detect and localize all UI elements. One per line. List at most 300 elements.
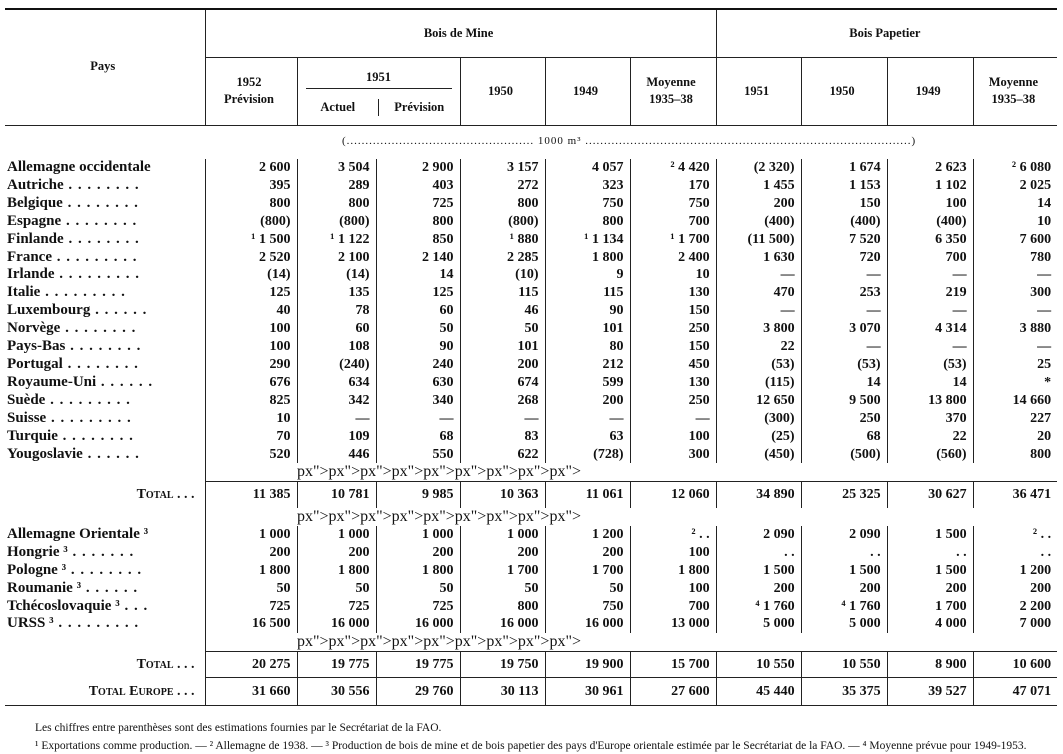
value-cell: 70 [205,428,297,446]
header-1949: 1949 [545,57,630,125]
value-cell: 10 363 [460,482,545,508]
footnote-estimates: Les chiffres entre parenthèses sont des estimations fournies par le Secrétariat de la FAO. [35,722,442,735]
country-label: Luxembourg [7,302,91,319]
country-name [5,302,205,320]
country-name [5,544,205,562]
country-label: URSS ³ [7,615,54,632]
value-cell: 100 [630,544,716,562]
leader-dots: . . . . . . [81,579,139,596]
value-cell: 135 [297,284,376,302]
value-cell: — [376,410,460,428]
table-row [5,320,1057,338]
unit-row: (.................................................. 1000 m³ .......................................................................................) [341,135,917,148]
value-cell: 14 [887,374,973,392]
value-cell: 150 [801,195,887,213]
value-cell: 850 [376,231,460,249]
value-cell: 4 314 [887,320,973,338]
value-cell: 50 [545,580,630,598]
value-cell: (2 320) [716,159,801,177]
value-cell: 212 [545,356,630,374]
value-cell: 3 504 [297,159,376,177]
country-name [5,195,205,213]
value-cell: 630 [376,374,460,392]
header-1952: 1952 Prévision [205,57,297,125]
value-cell: 2 140 [376,249,460,267]
value-cell: 800 [205,195,297,213]
value-cell: 15 700 [630,652,716,678]
value-cell: * [973,374,1057,392]
value-cell: 130 [630,374,716,392]
value-cell: 7 000 [973,615,1057,633]
value-cell: 125 [376,284,460,302]
value-cell: (115) [716,374,801,392]
table-row [5,266,1057,284]
value-cell: 1 200 [973,562,1057,580]
production-table-container [5,8,1057,754]
value-cell: (400) [887,213,973,231]
country-label: Allemagne occidentale [7,159,151,175]
value-cell: 100 [205,338,297,356]
value-cell: 599 [545,374,630,392]
value-cell: 470 [716,284,801,302]
value-cell: (10) [460,266,545,284]
value-cell: 340 [376,392,460,410]
header-1950: 1950 [460,57,545,125]
value-cell: 800 [297,195,376,213]
value-cell: 1 700 [887,598,973,616]
value-cell: 240 [376,356,460,374]
leader-dots: . . . . . . . . [62,194,139,211]
value-cell: 39 527 [887,678,973,706]
value-cell: 170 [630,177,716,195]
value-cell: — [460,410,545,428]
value-cell: 520 [205,446,297,464]
country-label: Suisse [7,409,47,426]
country-name [5,580,205,598]
value-cell: (450) [716,446,801,464]
country-name [5,320,205,338]
value-cell: 4 057 [545,159,630,177]
country-name [5,392,205,410]
leader-dots: . . . . . . . . [63,230,140,247]
country-label: Finlande [7,230,64,247]
table-row [5,598,1057,616]
value-cell: 1 800 [297,562,376,580]
value-cell: (14) [297,266,376,284]
value-cell: 250 [630,392,716,410]
value-cell: 300 [973,284,1057,302]
value-cell: 10 [630,266,716,284]
value-cell: 674 [460,374,545,392]
value-cell: ⁴ 1 760 [716,598,801,616]
table-row [5,392,1057,410]
value-cell: 68 [376,428,460,446]
value-cell: 2 520 [205,249,297,267]
value-cell: 80 [545,338,630,356]
country-name [5,562,205,580]
value-cell: 8 900 [887,652,973,678]
value-cell: 47 071 [973,678,1057,706]
value-cell: ² 6 080 [973,159,1057,177]
country-label: Belgique [7,194,63,211]
value-cell: 50 [460,320,545,338]
value-cell: 20 [973,428,1057,446]
value-cell: 10 [205,410,297,428]
country-name [5,266,205,284]
value-cell: 272 [460,177,545,195]
value-cell: 200 [460,356,545,374]
value-cell: 700 [630,598,716,616]
value-cell: 1 455 [716,177,801,195]
value-cell: (14) [205,266,297,284]
value-cell: 5 000 [801,615,887,633]
leader-dots: . . . . . . . . [61,212,138,229]
header-pays: Pays [90,59,116,73]
value-cell: 20 275 [205,652,297,678]
header-bp-1950: 1950 [801,57,887,125]
value-cell: 725 [376,195,460,213]
leader-dots: . . . . . . [96,373,154,390]
value-cell: 2 100 [297,249,376,267]
value-cell: 1 000 [376,526,460,544]
value-cell: 90 [376,338,460,356]
value-cell: 2 400 [630,249,716,267]
value-cell: 300 [630,446,716,464]
value-cell: 12 060 [630,482,716,508]
value-cell: ² . . [630,526,716,544]
value-cell: (11 500) [716,231,801,249]
country-label: Pologne ³ [7,561,67,578]
value-cell: 108 [297,338,376,356]
value-cell: 800 [376,213,460,231]
value-cell: 3 800 [716,320,801,338]
value-cell: 68 [801,428,887,446]
value-cell: 676 [205,374,297,392]
value-cell: (25) [716,428,801,446]
value-cell: — [801,266,887,284]
value-cell: 200 [801,580,887,598]
country-label: Allemagne Orientale ³ [7,525,149,542]
value-cell: 35 375 [801,678,887,706]
value-cell: 800 [545,213,630,231]
value-cell: 50 [460,580,545,598]
value-cell: 700 [630,213,716,231]
country-name [5,231,205,249]
value-cell: 150 [630,338,716,356]
value-cell: 13 000 [630,615,716,633]
value-cell: 50 [205,580,297,598]
table-row [5,302,1057,320]
value-cell: 125 [205,284,297,302]
value-cell: 90 [545,302,630,320]
value-cell: 10 [973,213,1057,231]
value-cell: 3 880 [973,320,1057,338]
leader-dots: . . . . . . . . . [53,615,140,632]
leader-dots: . . . . . . [82,445,140,462]
production-table: Pays Bois de Mine Bois Papetier 1952 Prévision 1951 Actuel Prévision 1950 1949 Moyenne 1935–38 1951 1950 1949 Moyenne 1935–38 (.................................................. 1000 m³ .......................................................................................) Allemagne occidentale 2 600 3 504 2 900 3 157 4 057 ² 4 420 (2 320) 1 674 2 623 ² 6 080 Autriche . . . . . . . . 395 289 403 272 323 170 1 455 1 153 1 102 2 025 Belgique . . . . . . . . 800 800 725 800 750 750 200 150 100 14 Espagne . . . . . . . . (800) (800) 800 (800) 800 700 (400) (400) (400) 10 Finlande . . . . . . . . ¹ 1 500 ¹ 1 122 850 ¹ 880 ¹ 1 134 ¹ 1 700 (11 500) 7 520 6 350 7 600 France . . . . . . . . . 2 520 2 100 2 140 2 285 1 800 2 400 1 630 720 700 780 Irlande . . . . . . . . . (14) (14) 14 (10) 9 10 — — — — Italie . . . . . . . . . 125 135 125 115 115 130 470 253 219 300 Luxembourg . . . . . . 40 78 60 46 90 150 — — — — Norvège . . . . . . . . 100 60 50 50 101 250 3 800 3 070 4 314 3 880 Pays-Bas . . . . . . . . 100 108 90 101 80 150 22 — — — Portugal . . . . . . . . 290 (240) 240 200 212 450 (53) (53) (53) 25 Royaume-Uni . . . . . . 676 634 630 674 599 130 (115) 14 14 * Suède . . . . . . . . . 825 342 340 268 200 250 12 650 9 500 13 800 14 660 Suisse . . . . . . . . . 10 — — — — — (300) 250 370 227 Turquie . . . . . . . . 70 109 68 83 63 100 (25) 68 22 20 Yougoslavie . . . . . . 520 446 550 622 (728) 300 (450) (500) (560) 800 px">px">px">px">px">px">px">px">px"> Total . . . 11 385 10 781 9 985 10 363 11 061 12 060 34 890 25 325 30 627 36 471 px">px">px">px">px">px">px">px">px"> Allemagne Orientale ³ 1 000 1 000 1 000 1 000 1 200 ² . . 2 090 2 090 1 500 ² . . Hongrie ³ . . . . . . . 200 200 200 200 200 100 . . . . . . . . Pologne ³ . . . . . . . . 1 800 1 800 1 800 1 700 1 700 1 800 1 500 1 500 1 500 1 200 Roumanie ³ . . . . . . 50 50 50 50 50 100 200 200 200 200 Tchécoslovaquie ³ . . . 725 725 725 800 750 700 ⁴ 1 760 ⁴ 1 760 1 700 2 200 URSS ³ . . . . . . . . . 16 500 16 000 16 000 16 000 16 000 13 000 5 000 5 000 4 000 7 000 px">px">px">px">px">px">px">px">px"> Total . . . 20 275 19 775 19 775 19 750 19 900 15 700 10 550 10 550 8 900 10 600 Total Europe . . . 31 660 30 556 29 760 30 113 30 961 27 600 45 440 35 375 39 527 47 071 [5,8,1057,706]
leader-dots: . . . . . . . . . [46,409,132,426]
value-cell: 800 [973,446,1057,464]
value-cell: 16 000 [460,615,545,633]
table-row [5,446,1057,464]
value-cell: ¹ 1 122 [297,231,376,249]
value-cell: 1 500 [887,526,973,544]
value-cell: 25 [973,356,1057,374]
value-cell: 10 550 [801,652,887,678]
value-cell: 7 520 [801,231,887,249]
value-cell: 3 070 [801,320,887,338]
value-cell: 78 [297,302,376,320]
value-cell: 250 [630,320,716,338]
value-cell: 31 660 [205,678,297,706]
value-cell: 30 627 [887,482,973,508]
value-cell: 550 [376,446,460,464]
value-cell: 1 500 [887,562,973,580]
value-cell: — [545,410,630,428]
value-cell: 825 [205,392,297,410]
table-row [5,428,1057,446]
value-cell: — [887,302,973,320]
value-cell: 395 [205,177,297,195]
value-cell: 10 781 [297,482,376,508]
value-cell: 725 [297,598,376,616]
value-cell: (800) [297,213,376,231]
country-label: Royaume-Uni [7,373,97,390]
value-cell: 19 750 [460,652,545,678]
value-cell: — [887,338,973,356]
value-cell: — [630,410,716,428]
value-cell: 200 [545,392,630,410]
value-cell: (53) [716,356,801,374]
value-cell: 1 102 [887,177,973,195]
value-cell: ² . . [973,526,1057,544]
table-row [5,410,1057,428]
value-cell: 1 800 [376,562,460,580]
value-cell: 30 556 [297,678,376,706]
value-cell: 83 [460,428,545,446]
value-cell: 22 [887,428,973,446]
leader-dots: . . . [119,597,149,614]
value-cell: 14 [801,374,887,392]
country-name [5,284,205,302]
value-cell: 750 [545,195,630,213]
value-cell: 2 090 [801,526,887,544]
value-cell: 50 [376,580,460,598]
leader-dots: . . . . . . . . [57,427,134,444]
country-name [5,410,205,428]
value-cell: 27 600 [630,678,716,706]
header-bp-1951: 1951 [716,57,801,125]
value-cell: 109 [297,428,376,446]
value-cell: 101 [460,338,545,356]
country-label: Italie [7,284,41,301]
value-cell: 323 [545,177,630,195]
value-cell: 60 [376,302,460,320]
value-cell: 10 600 [973,652,1057,678]
value-cell: 4 000 [887,615,973,633]
value-cell: 13 800 [887,392,973,410]
value-cell: ⁴ 1 760 [801,598,887,616]
value-cell: — [297,410,376,428]
value-cell: 46 [460,302,545,320]
value-cell: 725 [376,598,460,616]
value-cell: 253 [801,284,887,302]
value-cell: 1 800 [205,562,297,580]
value-cell: 1 500 [801,562,887,580]
value-cell: (500) [801,446,887,464]
leader-dots: . . . . . . . . [66,561,143,578]
table-row [5,249,1057,267]
value-cell: 115 [545,284,630,302]
value-cell: 2 600 [205,159,297,177]
value-cell: 14 [376,266,460,284]
total-label: Total . . . [136,486,195,502]
value-cell: 36 471 [973,482,1057,508]
value-cell: (240) [297,356,376,374]
value-cell: 800 [460,598,545,616]
value-cell: 9 985 [376,482,460,508]
value-cell: . . [887,544,973,562]
value-cell: 9 500 [801,392,887,410]
country-name [5,374,205,392]
country-label: Autriche [7,176,64,193]
value-cell: 750 [545,598,630,616]
value-cell: 720 [801,249,887,267]
value-cell: — [801,302,887,320]
value-cell: 11 385 [205,482,297,508]
footnotes [35,720,1050,754]
value-cell: 10 550 [716,652,801,678]
value-cell: 14 660 [973,392,1057,410]
value-cell: . . [973,544,1057,562]
value-cell: 200 [973,580,1057,598]
value-cell: 342 [297,392,376,410]
value-cell: 2 900 [376,159,460,177]
value-cell: 1 153 [801,177,887,195]
leader-dots: . . . . . . . . [65,338,142,355]
value-cell: 200 [887,580,973,598]
value-cell: 16 000 [545,615,630,633]
value-cell: (53) [887,356,973,374]
country-label: Norvège [7,320,61,337]
value-cell: 200 [297,544,376,562]
country-name [5,526,205,544]
value-cell: 1 200 [545,526,630,544]
value-cell: 100 [630,580,716,598]
value-cell: 290 [205,356,297,374]
value-cell: ¹ 1 500 [205,231,297,249]
value-cell: 150 [630,302,716,320]
value-cell: 1 800 [545,249,630,267]
country-label: Pays-Bas [7,338,66,355]
value-cell: 9 [545,266,630,284]
value-cell: (300) [716,410,801,428]
value-cell: 100 [630,428,716,446]
value-cell: 16 500 [205,615,297,633]
total-row [5,482,1057,508]
leader-dots: . . . . . . . . [60,320,137,337]
value-cell: 30 113 [460,678,545,706]
table-row [5,615,1057,633]
value-cell: 219 [887,284,973,302]
country-name [5,428,205,446]
country-label: Portugal [7,355,63,372]
value-cell: 50 [297,580,376,598]
country-label: Turquie [7,427,58,444]
country-label: Roumanie ³ [7,579,82,596]
value-cell: 1 000 [297,526,376,544]
value-cell: 1 800 [630,562,716,580]
value-cell: 3 157 [460,159,545,177]
country-name [5,598,205,616]
value-cell: 725 [205,598,297,616]
value-cell: (800) [205,213,297,231]
country-name [5,338,205,356]
value-cell: 403 [376,177,460,195]
value-cell: 11 061 [545,482,630,508]
country-label: Espagne [7,212,62,229]
value-cell: 800 [460,195,545,213]
value-cell: 1 700 [545,562,630,580]
leader-dots: . . . . . . . . . [45,391,131,408]
value-cell: 19 775 [376,652,460,678]
value-cell: 16 000 [297,615,376,633]
header-bois-papetier: Bois Papetier [716,9,1057,57]
value-cell: 2 623 [887,159,973,177]
value-cell: 29 760 [376,678,460,706]
value-cell: 370 [887,410,973,428]
value-cell: 250 [801,410,887,428]
table-row [5,213,1057,231]
country-label: Irlande [7,266,55,283]
table-row [5,177,1057,195]
leader-dots: . . . . . . . . [62,355,139,372]
value-cell: (53) [801,356,887,374]
table-row [5,562,1057,580]
value-cell: 2 285 [460,249,545,267]
value-cell: 634 [297,374,376,392]
value-cell: 446 [297,446,376,464]
value-cell: . . [801,544,887,562]
value-cell: — [887,266,973,284]
value-cell: — [716,266,801,284]
leader-dots: . . . . . . . [67,543,135,560]
value-cell: . . [716,544,801,562]
value-cell: 200 [205,544,297,562]
value-cell: 100 [887,195,973,213]
value-cell: ¹ 1 134 [545,231,630,249]
country-name [5,356,205,374]
value-cell: 700 [887,249,973,267]
value-cell: ¹ 1 700 [630,231,716,249]
value-cell: — [716,302,801,320]
value-cell: 50 [376,320,460,338]
table-row [5,526,1057,544]
table-row [5,231,1057,249]
country-label: Tchécoslovaquie ³ [7,597,120,614]
country-label: Yougoslavie [7,445,83,462]
value-cell: 200 [716,580,801,598]
value-cell: 101 [545,320,630,338]
leader-dots: . . . . . . . . . [51,248,138,265]
value-cell: 2 025 [973,177,1057,195]
total-label: Total . . . [136,656,195,672]
value-cell: 1 674 [801,159,887,177]
value-cell: 45 440 [716,678,801,706]
value-cell: 200 [460,544,545,562]
table-row [5,580,1057,598]
total-row [5,652,1057,678]
